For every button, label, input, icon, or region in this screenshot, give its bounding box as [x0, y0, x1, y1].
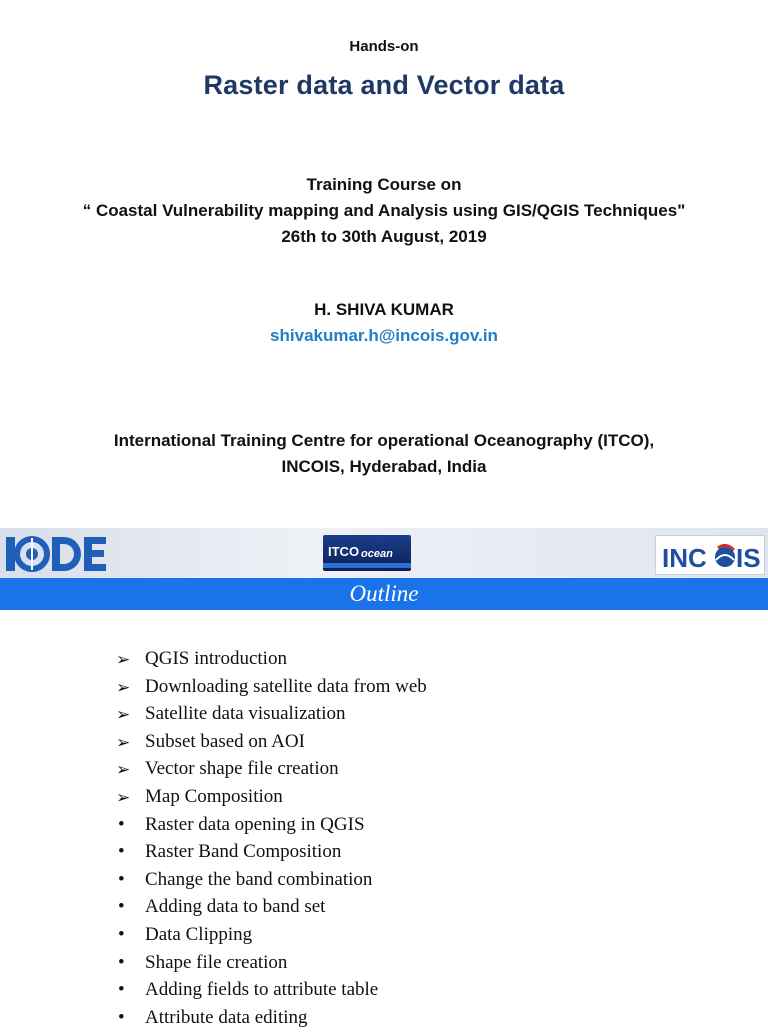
bullet-icon: •: [118, 896, 125, 918]
list-item-text: Vector shape file creation: [145, 758, 339, 780]
list-item-text: Downloading satellite data from web: [145, 675, 427, 697]
incois-logo: [655, 535, 765, 575]
list-item: [0, 841, 768, 869]
institution-line-2: INCOIS, Hyderabad, India: [281, 457, 487, 476]
list-item: [0, 896, 768, 924]
course-line-2: “ Coastal Vulnerability mapping and Analysis using GIS/QGIS Techniques": [82, 201, 686, 220]
outline-heading-bar: [0, 578, 768, 610]
institution: [0, 428, 768, 480]
bullet-icon: •: [118, 979, 125, 1001]
list-item: [0, 1007, 768, 1034]
hands-on-label: Hands-on: [349, 38, 419, 55]
list-item: [0, 979, 768, 1007]
list-item-text: Raster data opening in QGIS: [145, 813, 365, 835]
author-email-link[interactable]: shivakumar.h@incois.gov.in: [270, 326, 498, 345]
list-item: [0, 648, 768, 676]
list-item-text: Data Clipping: [145, 923, 253, 945]
bullet-icon: •: [118, 923, 125, 945]
bullet-icon: •: [118, 951, 125, 973]
list-item: [0, 758, 768, 786]
list-item: [0, 676, 768, 704]
itco-logo-suffix: ocean: [361, 548, 393, 560]
bullet-icon: •: [118, 813, 125, 835]
list-item: [0, 869, 768, 897]
arrow-bullet-icon: ➢: [116, 760, 131, 780]
list-item-text: Change the band combination: [145, 868, 373, 890]
page-title: Raster data and Vector data: [203, 70, 565, 100]
list-item: [0, 952, 768, 980]
bullet-icon: •: [118, 868, 125, 890]
list-item-text: Map Composition: [145, 785, 283, 807]
list-item-text: Subset based on AOI: [145, 730, 305, 752]
list-item: [0, 924, 768, 952]
list-item-text: Shape file creation: [145, 951, 288, 973]
itco-logo-text: ITCO: [328, 544, 360, 559]
course-line-1: Training Course on: [306, 175, 462, 194]
itco-ocean-logo: [323, 535, 411, 571]
svg-text:INC: INC: [662, 543, 707, 573]
bullet-icon: •: [118, 841, 125, 863]
svg-text:IS: IS: [736, 543, 761, 573]
arrow-bullet-icon: ➢: [116, 650, 131, 669]
list-item: [0, 731, 768, 759]
wave-icon: [323, 563, 411, 568]
list-item-text: Satellite data visualization: [145, 703, 346, 725]
list-item: [0, 786, 768, 814]
list-item-text: Adding data to band set: [145, 896, 326, 918]
list-item-text: QGIS introduction: [145, 648, 287, 669]
arrow-bullet-icon: ➢: [116, 787, 131, 807]
course-info: [0, 172, 768, 250]
course-dates: 26th to 30th August, 2019: [281, 227, 487, 246]
outline-list: [0, 648, 768, 1034]
list-item-text: Attribute data editing: [145, 1006, 308, 1028]
outline-heading: Outline: [349, 581, 419, 606]
arrow-bullet-icon: ➢: [116, 705, 131, 725]
list-item: [0, 703, 768, 731]
institution-line-1: International Training Centre for operational Oceanography (ITCO),: [113, 431, 655, 450]
author-name: H. SHIVA KUMAR: [314, 300, 454, 319]
arrow-bullet-icon: ➢: [116, 677, 131, 697]
list-item-text: Adding fields to attribute table: [145, 979, 379, 1001]
list-item-text: Raster Band Composition: [145, 841, 342, 863]
bullet-icon: •: [118, 1006, 125, 1028]
list-item: [0, 814, 768, 842]
iode-logo: [4, 534, 108, 574]
arrow-bullet-icon: ➢: [116, 732, 131, 752]
